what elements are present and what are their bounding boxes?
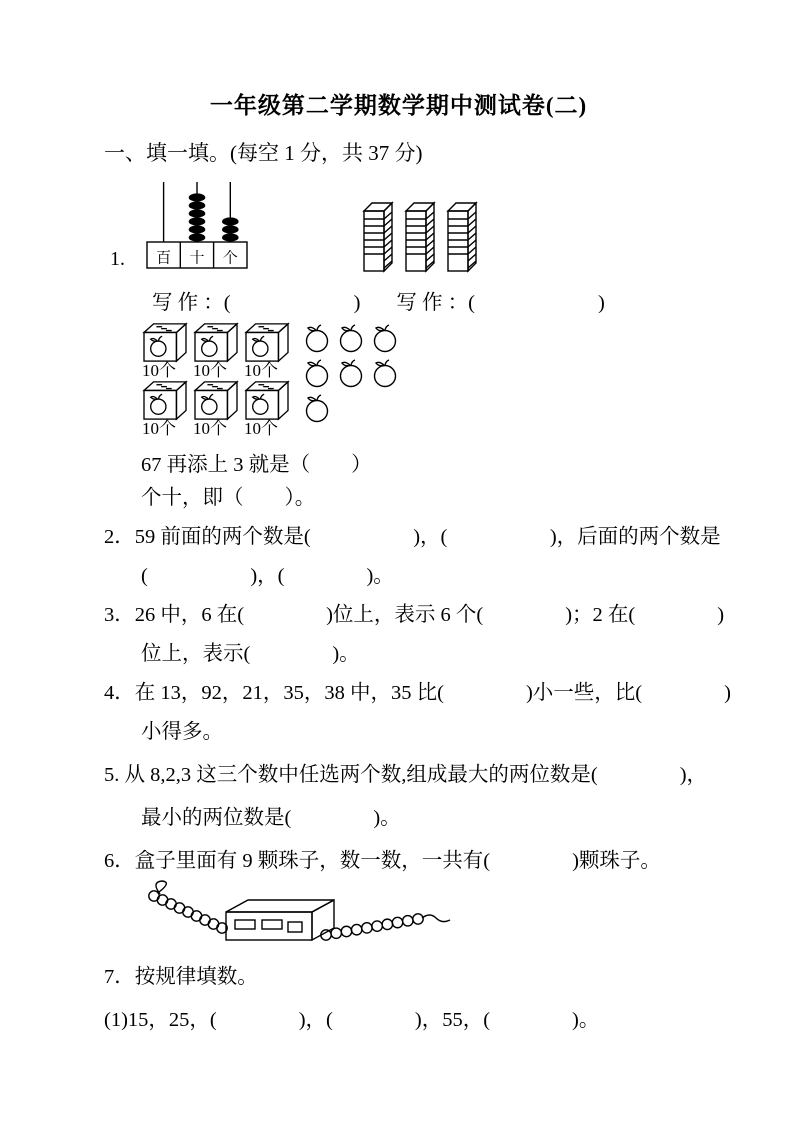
abacus-label-hundreds: 百 xyxy=(156,250,172,267)
ten-apples-box xyxy=(142,321,190,379)
abacus-graphic xyxy=(139,180,254,275)
box-count-label: 10个 xyxy=(244,361,278,380)
ten-apples-box xyxy=(244,321,292,379)
string-beads xyxy=(149,891,423,940)
apple-icon xyxy=(370,356,400,389)
apple-box-icon xyxy=(193,321,239,363)
apple-icon xyxy=(370,321,400,354)
apple-box-icon xyxy=(142,379,188,421)
box-count-label: 10个 xyxy=(193,419,227,438)
apple-box-icon xyxy=(193,379,239,421)
q7-line2: (1)15，25，( )，( )，55，( )。 xyxy=(104,1009,600,1031)
q1-graphics-row xyxy=(110,180,753,275)
ten-apples-box xyxy=(193,321,241,379)
apple-row xyxy=(302,321,400,356)
box-count-label: 10个 xyxy=(142,419,176,438)
apple-box-icon xyxy=(142,321,188,363)
q1-boxes-apples xyxy=(142,321,753,437)
apple-icon xyxy=(336,321,366,354)
ten-blocks-graphic xyxy=(358,195,480,275)
box-count-label: 10个 xyxy=(142,361,176,380)
string-tail xyxy=(422,915,450,922)
ten-apples-box xyxy=(244,379,292,437)
ten-blocks-shapes xyxy=(364,203,476,271)
q7-line1: 7．按规律填数。 xyxy=(104,966,258,988)
ten-apples-box xyxy=(193,379,241,437)
q1-line-a: 67 再添上 3 就是（ ） xyxy=(141,454,372,476)
q4-line1: 4．在 13，92，21，35，38 中，35 比( )小一些，比( ) xyxy=(104,682,731,704)
apple-box-icon xyxy=(244,379,290,421)
apples-column xyxy=(302,321,400,426)
q1-write-as-right: 写 作 ：( ) xyxy=(396,292,605,314)
bead-box-front xyxy=(226,912,312,940)
apple-box-icon xyxy=(244,321,290,363)
box-row xyxy=(142,379,292,437)
box-row xyxy=(142,321,292,379)
q2-line1: 2．59 前面的两个数是( )，( )，后面的两个数是 xyxy=(104,526,721,548)
abacus-beads xyxy=(189,193,239,241)
section-heading: 一、填一填。(每空 1 分，共 37 分) xyxy=(104,141,423,165)
bead-string-graphic xyxy=(126,878,456,953)
q1-write-as-left: 写 作 ：( ) xyxy=(152,292,361,314)
apple-icon xyxy=(302,321,332,354)
apple-row xyxy=(302,391,400,426)
box-count-label: 10个 xyxy=(244,419,278,438)
q1-write-line xyxy=(152,285,753,315)
box-count-label: 10个 xyxy=(193,361,227,380)
q6-line1: 6．盒子里面有 9 颗珠子，数一数，一共有( )颗珠子。 xyxy=(104,850,661,872)
abacus-label-tens: 十 xyxy=(189,250,205,267)
page-title: 一年级第二学期数学期中测试卷(二) xyxy=(209,93,588,118)
q4-line2: 小得多。 xyxy=(141,721,223,743)
q5-line2: 最小的两位数是( )。 xyxy=(141,807,401,829)
apple-row xyxy=(302,356,400,391)
boxes-grid xyxy=(142,321,292,437)
q1-line-b: 个十，即（ ）。 xyxy=(141,487,316,509)
q3-line2: 位上，表示( )。 xyxy=(141,643,360,665)
q3-line1: 3．26 中，6 在( )位上，表示 6 个( )；2 在( ) xyxy=(104,604,725,626)
bead-box-top xyxy=(226,900,334,912)
q5-line1: 5. 从 8,2,3 这三个数中任选两个数,组成最大的两位数是( )， xyxy=(104,764,708,786)
ten-apples-box xyxy=(142,379,190,437)
q1-number: 1. xyxy=(110,248,125,270)
apple-icon xyxy=(302,391,332,424)
q2-line2: ( )，( )。 xyxy=(141,565,394,587)
apple-icon xyxy=(336,356,366,389)
abacus-label-ones: 个 xyxy=(222,250,238,267)
apple-icon xyxy=(302,356,332,389)
